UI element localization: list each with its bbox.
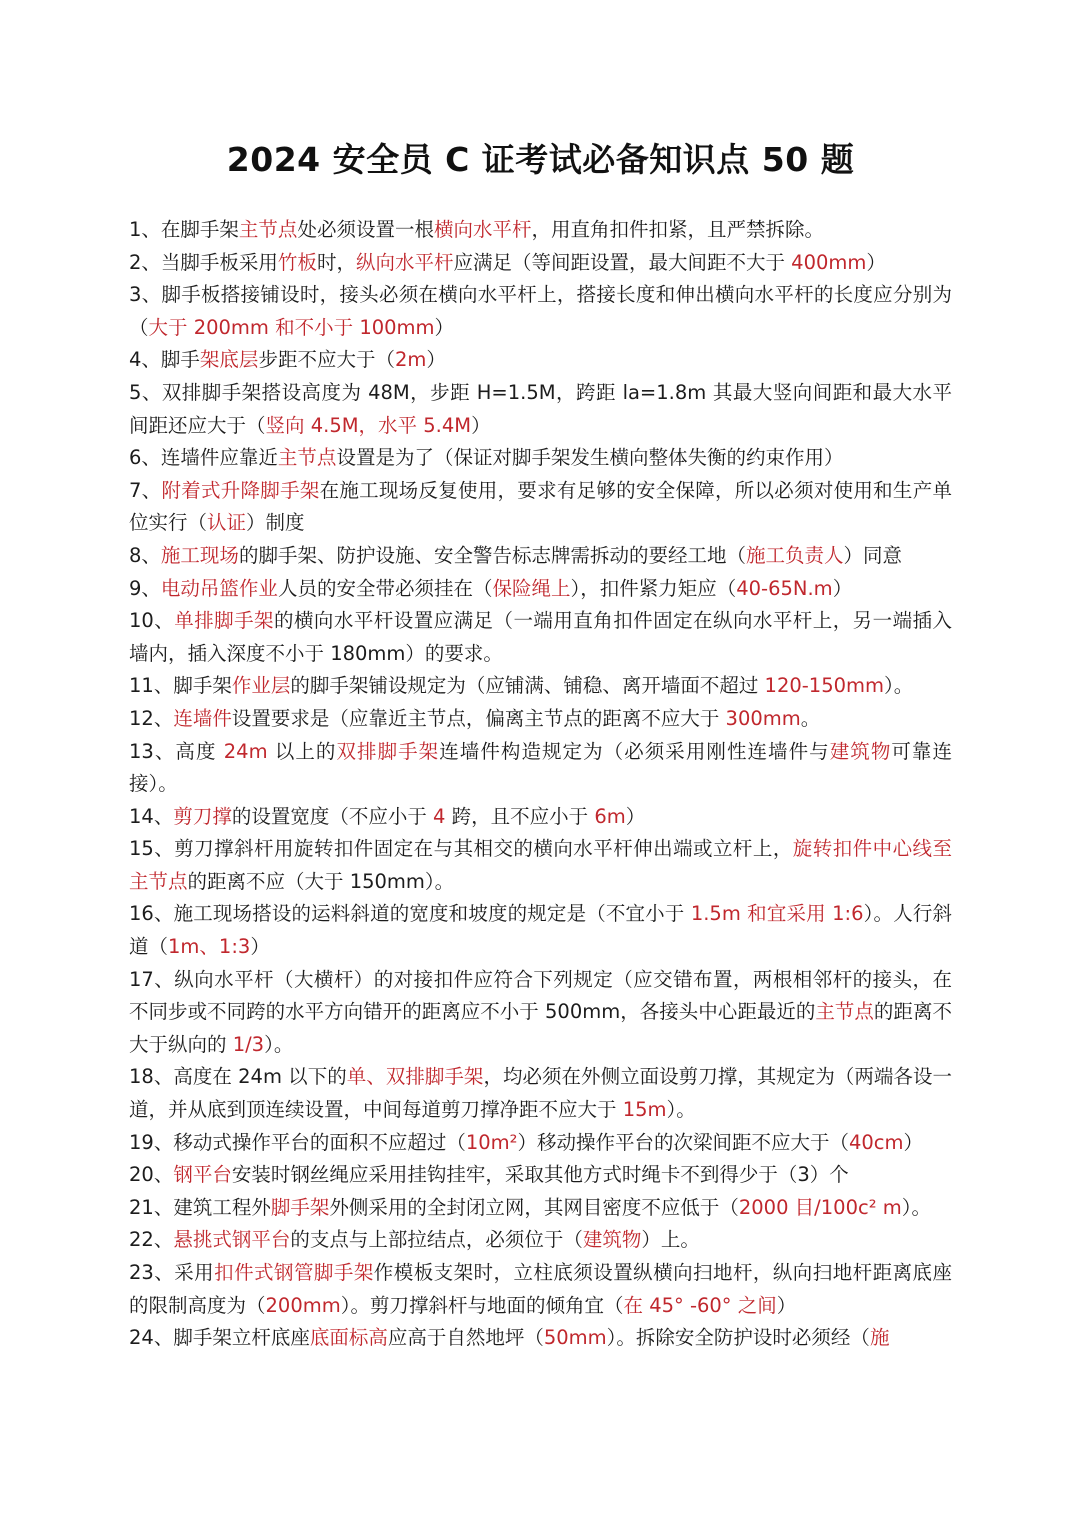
list-item: [129, 475, 952, 540]
list-item: [129, 540, 952, 573]
item-text: 的支点与上部拉结点，必须位于（: [290, 1228, 583, 1252]
highlighted-text: 单排脚手架: [174, 609, 275, 633]
list-item: [129, 703, 952, 736]
item-text: 16、施工现场搭设的运料斜道的宽度和坡度的规定是（不宜小于: [129, 902, 691, 926]
item-text: 1、在脚手架: [129, 218, 239, 241]
item-text: 21、建筑工程外: [129, 1195, 271, 1219]
list-item: [129, 377, 952, 442]
item-text: ）上。: [641, 1228, 700, 1252]
list-item: [129, 736, 952, 801]
highlighted-text: 旋转扣件中心线至主节点: [129, 837, 952, 893]
highlighted-text: 单、双排脚手架: [346, 1065, 484, 1089]
highlighted-text: 架底层: [199, 348, 259, 372]
item-text: 4、脚手: [129, 348, 200, 372]
item-text: 13、高度: [129, 739, 224, 763]
highlighted-text: 剪刀撑: [173, 804, 232, 828]
list-item: [129, 279, 952, 344]
item-text: ）: [434, 315, 455, 339]
item-text: ）。: [666, 1098, 696, 1122]
item-text: ）。: [901, 1195, 931, 1219]
highlighted-text: 主节点: [238, 218, 298, 241]
highlighted-text: 施: [869, 1326, 890, 1350]
item-text: ）移动操作平台的次梁间距不应大于（: [517, 1130, 849, 1154]
item-text: 。: [800, 706, 821, 730]
highlighted-text: 在 45° -60° 之间: [623, 1293, 777, 1317]
highlighted-text: 悬挑式钢平台: [173, 1228, 291, 1252]
item-text: 应满足（等间距设置，最大间距不大于: [453, 250, 792, 274]
highlighted-text: 4: [433, 804, 446, 828]
item-text: 12、: [129, 706, 174, 730]
highlighted-text: 认证: [207, 511, 247, 535]
highlighted-text: 附着式升降脚手架: [161, 478, 320, 502]
highlighted-text: 200mm: [265, 1293, 341, 1317]
item-text: 的距离不大于纵向的: [129, 1000, 952, 1056]
list-item: [129, 1257, 952, 1322]
item-text: 连墙件构造规定为（必须采用刚性连墙件与: [439, 739, 830, 763]
highlighted-text: 120-150mm: [764, 674, 885, 698]
item-text: 23、采用: [129, 1261, 215, 1284]
list-item: [129, 1192, 952, 1225]
item-text: ）同意: [843, 543, 902, 567]
highlighted-text: 主节点: [277, 446, 337, 470]
highlighted-text: 扣件式钢管脚手架: [214, 1261, 374, 1284]
highlighted-text: 作业层: [231, 674, 291, 698]
highlighted-text: 300mm: [725, 706, 801, 730]
highlighted-text: 保险绳上: [492, 576, 571, 600]
item-text: 作模板支架时，立柱底须设置纵横向扫地杆，纵向扫地杆距离底座的限制高度为（: [129, 1261, 952, 1317]
item-text: 6、连墙件应靠近: [129, 446, 278, 470]
highlighted-text: 2000 目/100c² m: [738, 1195, 902, 1219]
highlighted-text: 建筑物: [829, 739, 892, 763]
list-item: [129, 573, 952, 606]
item-text: 设置要求是（应靠近主节点，偏离主节点的距离不应大于: [231, 706, 726, 730]
list-item: [129, 442, 952, 475]
list-item: [129, 344, 952, 377]
highlighted-text: 底面标高: [309, 1326, 388, 1350]
item-text: ）。剪刀撑斜杆与地面的倾角宜（: [340, 1293, 624, 1317]
highlighted-text: 施工负责人: [745, 543, 844, 567]
highlighted-text: 竹板: [277, 250, 317, 274]
item-text: ）。: [884, 674, 914, 698]
page-title: 2024 安全员 C 证考试必备知识点 50 题: [226, 140, 855, 179]
item-text: 人员的安全带必须挂在（: [277, 576, 493, 600]
highlighted-text: 2m: [394, 348, 427, 372]
item-text: 处必须设置一根: [297, 218, 434, 241]
highlighted-text: 钢平台: [173, 1163, 232, 1187]
highlighted-text: 大于 200mm 和不小于 100mm: [148, 315, 435, 339]
item-text: 5、双排脚手架搭设高度为 48M，步距 H=1.5M，跨距 la=1.8m 其最大竖向间距和最大水平间距还应大于（: [129, 380, 952, 437]
item-text: ）: [426, 348, 446, 372]
highlighted-text: 横向水平杆: [433, 218, 532, 241]
item-text: ）: [625, 804, 646, 828]
list-item: [129, 1322, 952, 1355]
item-text: 9、: [129, 576, 161, 600]
highlighted-text: 主节点: [815, 1000, 874, 1024]
item-text: 8、: [129, 543, 161, 567]
item-text: 在施工现场反复使用，要求有足够的安全保障，所以必须对使用和生产单位实行（: [129, 478, 952, 535]
highlighted-text: 1m、1:3: [168, 935, 251, 959]
list-item: [129, 247, 952, 280]
item-text: 安装时钢丝绳应采用挂钩挂牢，采取其他方式时绳卡不到得少于（3）个: [231, 1163, 849, 1187]
highlighted-text: 1.5m 和宜采用 1:6: [690, 902, 864, 926]
list-item: [129, 670, 952, 703]
item-text: ），扣件紧力矩应（: [570, 576, 737, 600]
item-text: 的设置宽度（不应小于: [231, 804, 434, 828]
item-text: 外侧采用的全封闭立网，其网目密度不应低于（: [329, 1195, 739, 1219]
highlighted-text: 400mm: [791, 250, 867, 274]
highlighted-text: 脚手架: [270, 1195, 330, 1219]
item-text: 以上的: [267, 739, 337, 763]
item-text: 14、: [129, 804, 174, 828]
list-item: [129, 1224, 952, 1257]
item-text: ）。拆除安全防护设时必须经（: [606, 1326, 870, 1350]
item-text: ）。: [264, 1032, 294, 1056]
item-text: ）: [832, 576, 853, 600]
item-text: ）制度: [246, 511, 305, 535]
highlighted-text: 纵向水平杆: [355, 250, 454, 274]
item-text: 时，: [316, 250, 356, 274]
item-text: ）: [903, 1130, 924, 1154]
item-text: 7、: [129, 478, 162, 502]
question-list: [129, 214, 952, 1355]
item-text: 的距离不应（大于 150mm）。: [187, 869, 455, 893]
highlighted-text: 1/3: [232, 1032, 265, 1056]
item-text: 15、剪刀撑斜杆用旋转扣件固定在与其相交的横向水平杆伸出端或立杆上，: [129, 837, 793, 861]
highlighted-text: 6m: [594, 804, 626, 828]
item-text: 步距不应大于（: [258, 348, 395, 372]
list-item: [129, 833, 952, 898]
item-text: 20、: [129, 1163, 174, 1187]
item-text: 17、纵向水平杆（大横杆）的对接扣件应符合下列规定（应交错布置，两根相邻杆的接头，在不同步或不同跨的水平方向错开的距离应不小于 500mm，各接头中心距最近的: [129, 967, 952, 1024]
item-text: 11、脚手架: [129, 674, 232, 698]
item-text: ）。人行斜道（: [129, 902, 952, 959]
highlighted-text: 50mm: [543, 1326, 607, 1350]
item-text: ）: [471, 413, 491, 437]
item-text: ）: [866, 250, 886, 274]
list-item: [129, 801, 952, 834]
item-text: 的脚手架、防护设施、安全警告标志牌需拆动的要经工地（: [238, 543, 746, 567]
item-text: 18、高度在 24m 以下的: [129, 1065, 347, 1089]
item-text: 2、当脚手板采用: [129, 250, 278, 274]
highlighted-text: 电动吊篮作业: [160, 576, 278, 600]
list-item: [129, 1127, 952, 1160]
item-text: 应高于自然地坪（: [387, 1326, 544, 1350]
item-text: ，均必须在外侧立面设剪刀撑，其规定为（两端各设一道，并从底到顶连续设置，中间每道剪刀撑净距不应大于: [129, 1065, 952, 1122]
highlighted-text: 竖向 4.5M，水平 5.4M: [265, 413, 472, 437]
item-text: 22、: [129, 1228, 174, 1252]
list-item: [129, 605, 952, 670]
list-item: [129, 214, 952, 247]
highlighted-text: 24m: [223, 739, 268, 763]
list-item: [129, 964, 952, 1062]
list-item: [129, 1061, 952, 1126]
highlighted-text: 10m²: [465, 1130, 518, 1154]
item-text: 的脚手架铺设规定为（应铺满、铺稳、离开墙面不超过: [290, 674, 765, 698]
item-text: 10、: [129, 609, 175, 633]
item-text: 设置是为了（保证对脚手架发生横向整体失衡的约束作用）: [336, 446, 844, 470]
item-text: ，用直角扣件扣紧，且严禁拆除。: [531, 218, 824, 241]
item-text: 3、脚手板搭接铺设时，接头必须在横向水平杆上，搭接长度和伸出横向水平杆的长度应分别为（: [129, 283, 952, 339]
item-text: 19、移动式操作平台的面积不应超过（: [129, 1130, 466, 1154]
item-text: 的横向水平杆设置应满足（一端用直角扣件固定在纵向水平杆上，另一端插入墙内，插入深度不小于 180mm）的要求。: [129, 609, 952, 665]
highlighted-text: 40-65N.m: [736, 576, 833, 600]
item-text: 24、脚手架立杆底座: [129, 1326, 310, 1350]
highlighted-text: 连墙件: [173, 706, 232, 730]
highlighted-text: 施工现场: [160, 543, 239, 567]
list-item: [129, 898, 952, 963]
highlighted-text: 双排脚手架: [336, 739, 440, 763]
highlighted-text: 建筑物: [582, 1228, 642, 1252]
list-item: [129, 1159, 952, 1192]
item-text: ）: [776, 1293, 797, 1317]
item-text: 可靠连接）。: [129, 739, 952, 796]
item-text: 跨，且不应小于: [445, 804, 595, 828]
highlighted-text: 15m: [622, 1098, 667, 1122]
item-text: ）: [250, 935, 270, 959]
highlighted-text: 40cm: [848, 1130, 904, 1154]
